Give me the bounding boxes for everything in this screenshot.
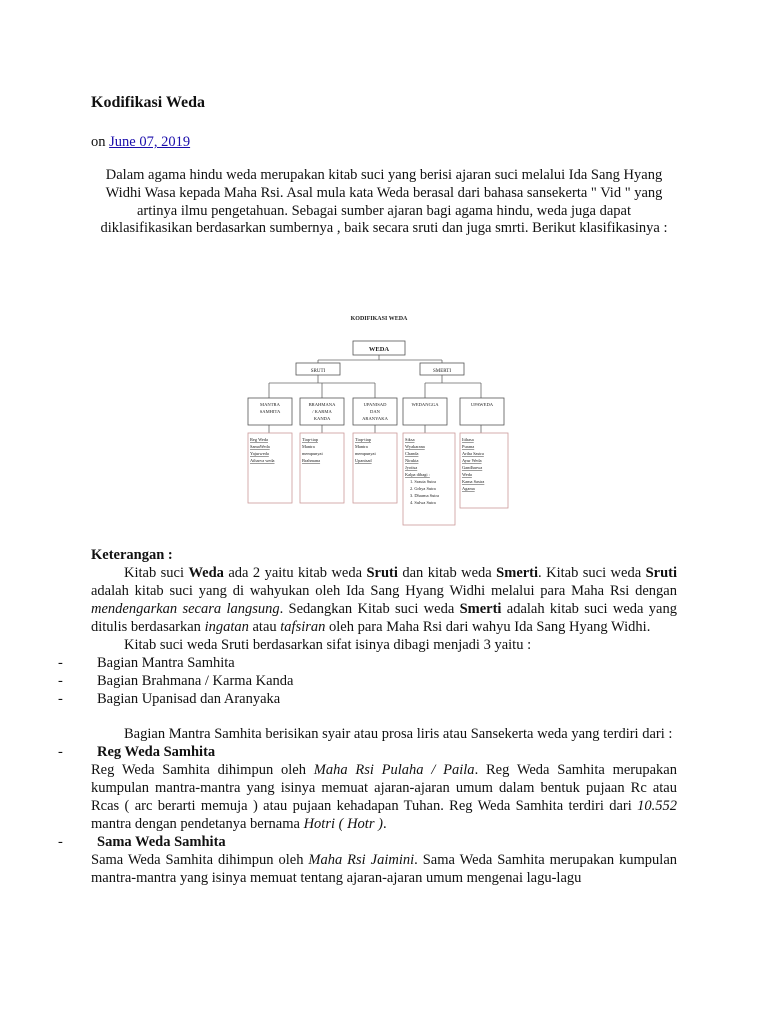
text-run: mantra dengan pendetanya bernama: [91, 816, 304, 832]
keterangan-section: [58, 546, 678, 887]
text-run: . Kitab suci weda: [538, 565, 646, 581]
diagram-level2-label: MANTRA: [260, 402, 280, 407]
list-item-text: Bagian Mantra Samhita: [97, 655, 235, 671]
keterangan-heading: Keterangan :: [91, 547, 173, 563]
diagram-level3-item: Jyotisa: [405, 465, 418, 470]
diagram-level3-item: SamaWeda: [250, 444, 270, 449]
diagram-level3-item: 1. Srauta Sutra: [410, 479, 436, 484]
diagram-level3-item: Artha Sastra: [462, 451, 484, 456]
kodifikasi-diagram: [236, 310, 522, 532]
italic-term: Hotri ( Hotr ): [303, 816, 383, 832]
italic-term: mendengarkan secara langsung: [91, 601, 280, 617]
list-dash: -: [58, 655, 63, 671]
italic-term: Maha Rsi Pulaha / Paila: [313, 762, 475, 778]
diagram-level3-item: Ayur Weda: [462, 458, 482, 463]
reg-weda-heading: [58, 743, 677, 761]
diagram-level3-item: Chanda: [405, 451, 419, 456]
text-run: oleh para Maha Rsi dari wahyu Ida Sang Hyang Widhi.: [325, 619, 651, 635]
bold-term: Smerti: [496, 565, 539, 581]
diagram-level2-label: UPANISAD: [363, 402, 387, 407]
diagram-level3-item: Agama: [462, 486, 475, 491]
reg-weda-heading-text: Reg Weda Samhita: [97, 744, 216, 760]
text-run: dan kitab weda: [397, 565, 497, 581]
text-run: .: [382, 816, 387, 832]
text-run: adalah kitab suci weda yang ditulis berdasarkan: [91, 601, 677, 635]
diagram-level3-item: Reg Weda: [250, 437, 268, 442]
diagram-level2-label: BRAHMANA: [308, 402, 336, 407]
diagram-level3-item: mempunyai: [355, 451, 376, 456]
list-item: [58, 654, 677, 672]
italic-term: Maha Rsi Jaimini: [308, 852, 415, 868]
diagram-level3-item: Purana: [462, 444, 475, 449]
diagram-level3-item: Kalpa dibagi :: [405, 472, 430, 477]
reg-weda-paragraph: [91, 761, 677, 833]
list-item: [58, 690, 677, 708]
text-run: atau: [248, 619, 281, 635]
bold-term: Sruti: [645, 565, 678, 581]
bold-term: Weda: [188, 565, 224, 581]
list-dash: -: [58, 744, 63, 760]
list-item-text: Bagian Brahmana / Karma Kanda: [97, 673, 294, 689]
diagram-level2-label: WEDANGGA: [411, 402, 439, 407]
diagram-level3-item: Gandharwa: [462, 465, 483, 470]
bold-term: Sruti: [366, 565, 398, 581]
diagram-root-label: WEDA: [368, 346, 390, 353]
spacer: [91, 708, 677, 725]
kodifikasi-diagram-svg: [236, 310, 522, 532]
keterangan-paragraph-2: Kitab suci weda Sruti berdasarkan sifat isinya dibagi menjadi 3 yaitu :: [124, 637, 532, 653]
diagram-level3-item: Nirukta: [405, 458, 419, 463]
diagram-level3-item: Kama Sastra: [462, 479, 485, 484]
diagram-level3-item: 3. Dharma Sutra: [410, 493, 439, 498]
diagram-level3-item: Siksa: [405, 437, 415, 442]
text-run: Reg Weda Samhita dihimpun oleh: [91, 762, 314, 778]
diagram-level3-item: Tiap-tiap: [302, 437, 318, 442]
bold-term: Smerti: [459, 601, 502, 617]
sama-weda-heading: [58, 833, 677, 851]
diagram-level3-item: mempunyai: [302, 451, 323, 456]
list-dash: -: [58, 691, 63, 707]
list-dash: -: [58, 834, 63, 850]
diagram-level3-item: Mantra: [355, 444, 368, 449]
diagram-level2-label: / KARMA: [312, 409, 332, 414]
post-date-link[interactable]: June 07, 2019: [109, 134, 191, 150]
diagram-level2-label: SAMHITA: [259, 409, 281, 414]
diagram-level3-item: 2. Grhya Sutra: [410, 486, 436, 491]
post-byline: [91, 133, 190, 151]
text-run: . Sama Weda Samhita merupakan kumpulan mantra-mantra yang isinya memuat tentang ajaran-ajaran umum mengenai lagu-lagu: [91, 852, 678, 886]
intro-paragraph: Dalam agama hindu weda merupakan kitab suci yang berisi ajaran suci melalui Ida Sang Hyang Widhi Wasa kepada Maha Rsi. Asal mula kata Weda berasal dari bahasa sansekerta " Vid " yang artinya ilmu pengetahuan. Sebagai sumber ajaran bagi agama hindu, weda juga dapat diklasifikasikan berdasarkan sumbernya , baik secara sruti dan juga smrti. Berikut klasifikasinya :: [100, 167, 668, 237]
sama-weda-paragraph: [91, 851, 677, 887]
post-title: Kodifikasi Weda: [91, 94, 205, 111]
diagram-level3-item: 4. Sulwa Sutra: [410, 500, 436, 505]
diagram-level3-item: Itihasa: [462, 437, 474, 442]
diagram-title: KODIFIKASI WEDA: [350, 316, 408, 322]
diagram-level2-label: ARANYAKA: [362, 416, 388, 421]
diagram-level2-label: UPAWEDA: [470, 402, 494, 407]
italic-term: ingatan: [204, 619, 249, 635]
diagram-level3-item: Weda: [462, 472, 472, 477]
text-run: Sama Weda Samhita dihimpun oleh: [91, 852, 309, 868]
diagram-level3-item: Brahmana: [302, 458, 321, 463]
diagram-sruti-label: SRUTI: [310, 369, 326, 374]
text-run: . Reg Weda Samhita merupakan kumpulan mantra-mantra yang isinya memuat ajaran-ajaran umum dalam bentuk pujaan Rc atau Rcas ( arc berarti memuja ) atau pujaan kehadapan Tuhan. Reg Weda Samhita terdiri dari: [91, 762, 677, 814]
italic-term: 10.552: [637, 798, 677, 814]
list-dash: -: [58, 673, 63, 689]
diagram-level3-item: Yajurweda: [250, 451, 269, 456]
text-run: Kitab suci: [124, 565, 189, 581]
diagram-level3-item: Tiap-tiap: [355, 437, 371, 442]
diagram-level2-label: KANDA: [313, 416, 331, 421]
diagram-level3-item: Atharva weda: [250, 458, 275, 463]
diagram-level3-item: Upanisad: [355, 458, 372, 463]
byline-prefix: on: [91, 134, 110, 150]
text-run: adalah kitab suci yang di wahyukan oleh Ida Sang Hyang Widhi melalui para Maha Rsi dengan: [91, 583, 677, 599]
text-run: ada 2 yaitu kitab weda: [223, 565, 367, 581]
diagram-smerti-label: SMERTI: [432, 369, 452, 374]
list-item-text: Bagian Upanisad dan Aranyaka: [97, 691, 281, 707]
sama-weda-heading-text: Sama Weda Samhita: [97, 834, 226, 850]
keterangan-paragraph-1: [91, 564, 677, 636]
diagram-level3-item: Wyakarana: [405, 444, 425, 449]
diagram-level2-label: DAN: [370, 409, 380, 414]
mantra-samhita-paragraph: Bagian Mantra Samhita berisikan syair atau prosa liris atau Sansekerta weda yang terdiri dari :: [124, 726, 673, 742]
italic-term: tafsiran: [280, 619, 326, 635]
diagram-level3-item: Mantra: [302, 444, 315, 449]
list-item: [58, 672, 677, 690]
text-run: . Sedangkan Kitab suci weda: [279, 601, 460, 617]
